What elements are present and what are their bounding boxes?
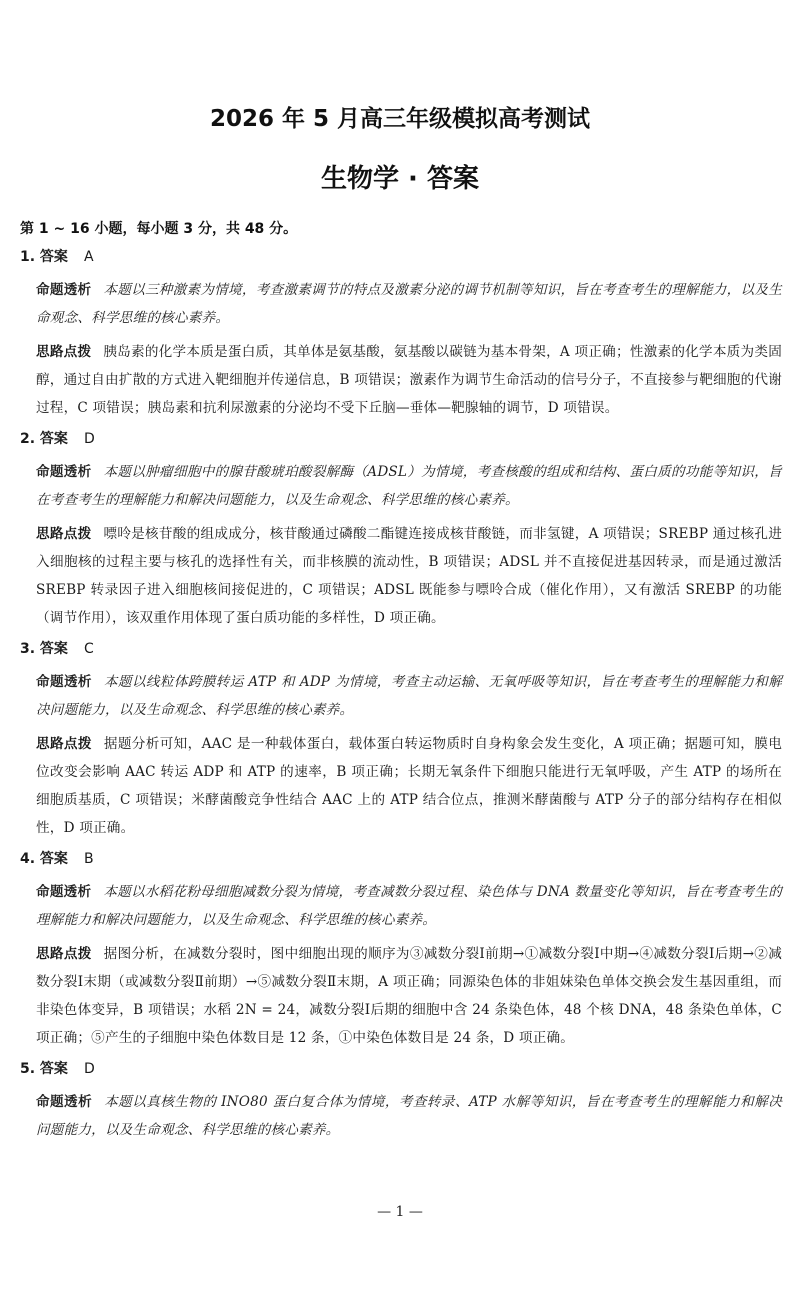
- question-3: [20, 636, 782, 842]
- hint-label: 思路点拨: [36, 946, 92, 962]
- analysis-paragraph: [36, 668, 782, 724]
- answer-letter: D: [83, 431, 95, 447]
- hint-text: 嘌呤是核苷酸的组成成分，核苷酸通过磷酸二酯键连接成核苷酸链，而非氢键，A 项错误；SREBP 通过核孔进入细胞核的过程主要与核孔的选择性有关，而非核膜的流动性，B 项错误；ADSL 并不直接促进基因转录，而是通过激活 SREBP 转录因子进入细胞核间接促进的，C 项错误；ADSL 既能参与嘌呤合成（催化作用），又有激活 SREBP 的功能（调节作用），该双重作用体现了蛋白质功能的多样性，D 项正确。: [36, 526, 782, 626]
- question-1: [20, 244, 782, 422]
- analysis-text: 本题以三种激素为情境，考查激素调节的特点及激素分泌的调节机制等知识，旨在考查考生的理解能力，以及生命观念、科学思维的核心素养。: [36, 282, 782, 326]
- analysis-text: 本题以肿瘤细胞中的腺苷酸琥珀酸裂解酶（ADSL）为情境，考查核酸的组成和结构、蛋白质的功能等知识，旨在考查考生的理解能力和解决问题能力，以及生命观念、科学思维的核心素养。: [36, 464, 782, 508]
- hint-label: 思路点拨: [36, 736, 92, 752]
- question-number: 1. 答案: [20, 249, 68, 265]
- exam-title: 2026 年 5 月高三年级模拟高考测试: [209, 106, 591, 132]
- analysis-label: 命题透析: [36, 1094, 93, 1110]
- question-4: [20, 846, 782, 1052]
- hint-text: 据图分析，在减数分裂时，图中细胞出现的顺序为③减数分裂Ⅰ前期→①减数分裂Ⅰ中期→④减数分裂Ⅰ后期→②减数分裂Ⅰ末期（或减数分裂Ⅱ前期）→⑤减数分裂Ⅱ末期，A 项正确；同源染色体的非姐妹染色单体交换会发生基因重组，而非染色体变异，B 项错误；水稻 2N = 24，减数分裂Ⅰ后期的细胞中含 24 条染色体，48 个核 DNA，48 条染色单体，C 项正确；⑤产生的子细胞中染色体数目是 12 条，①中染色体数目是 24 条，D 项正确。: [36, 946, 782, 1046]
- hint-text: 据题分析可知，AAC 是一种载体蛋白，载体蛋白转运物质时自身构象会发生变化，A 项正确；据题可知，膜电位改变会影响 AAC 转运 ADP 和 ATP 的速率，B 项正确；长期无氧条件下细胞只能进行无氧呼吸，产生 ATP 的场所在细胞质基质，C 项错误；米酵菌酸竞争性结合 AAC 上的 ATP 结合位点，推测米酵菌酸与 ATP 分子的部分结构存在相似性，D 项正确。: [36, 736, 782, 836]
- hint-paragraph: [36, 940, 782, 1052]
- question-5: [20, 1056, 782, 1144]
- analysis-text: 本题以真核生物的 INO80 蛋白复合体为情境，考查转录、ATP 水解等知识，旨在考查考生的理解能力和解决问题能力，以及生命观念、科学思维的核心素养。: [36, 1094, 782, 1138]
- exam-subtitle: 生物学 · 答案: [321, 164, 479, 194]
- question-number: 3. 答案: [20, 641, 68, 657]
- hint-paragraph: [36, 730, 782, 842]
- hint-paragraph: [36, 338, 782, 422]
- analysis-paragraph: [36, 276, 782, 332]
- analysis-text: 本题以水稻花粉母细胞减数分裂为情境，考查减数分裂过程、染色体与 DNA 数量变化等知识，旨在考查考生的理解能力和解决问题能力，以及生命观念、科学思维的核心素养。: [36, 884, 782, 928]
- question-number: 5. 答案: [20, 1061, 68, 1077]
- analysis-paragraph: [36, 878, 782, 934]
- analysis-label: 命题透析: [36, 674, 92, 690]
- analysis-label: 命题透析: [36, 884, 92, 900]
- hint-text: 胰岛素的化学本质是蛋白质，其单体是氨基酸，氨基酸以碳链为基本骨架，A 项正确；性激素的化学本质为类固醇，通过自由扩散的方式进入靶细胞并传递信息，B 项错误；激素作为调节生命活动的信号分子，不直接参与靶细胞的代谢过程，C 项错误；胰岛素和抗利尿激素的分泌均不受下丘脑—垂体—靶腺轴的调节，D 项错误。: [36, 344, 782, 416]
- answer-letter: D: [83, 1061, 95, 1077]
- answer-letter: C: [83, 641, 94, 657]
- analysis-label: 命题透析: [36, 464, 92, 480]
- answer-letter: A: [83, 249, 94, 265]
- answers-content: [20, 244, 782, 1148]
- section-intro: 第 1 ~ 16 小题，每小题 3 分，共 48 分。: [20, 221, 298, 237]
- hint-label: 思路点拨: [36, 344, 92, 360]
- answer-letter: B: [83, 851, 94, 867]
- analysis-text: 本题以线粒体跨膜转运 ATP 和 ADP 为情境，考查主动运输、无氧呼吸等知识，旨在考查考生的理解能力和解决问题能力，以及生命观念、科学思维的核心素养。: [36, 674, 782, 718]
- question-number: 4. 答案: [20, 851, 68, 867]
- hint-label: 思路点拨: [36, 526, 92, 542]
- analysis-label: 命题透析: [36, 282, 92, 298]
- hint-paragraph: [36, 520, 782, 632]
- analysis-paragraph: [36, 458, 782, 514]
- analysis-paragraph: [36, 1088, 782, 1144]
- question-number: 2. 答案: [20, 431, 68, 447]
- question-2: [20, 426, 782, 632]
- page-number: — 1 —: [377, 1204, 423, 1220]
